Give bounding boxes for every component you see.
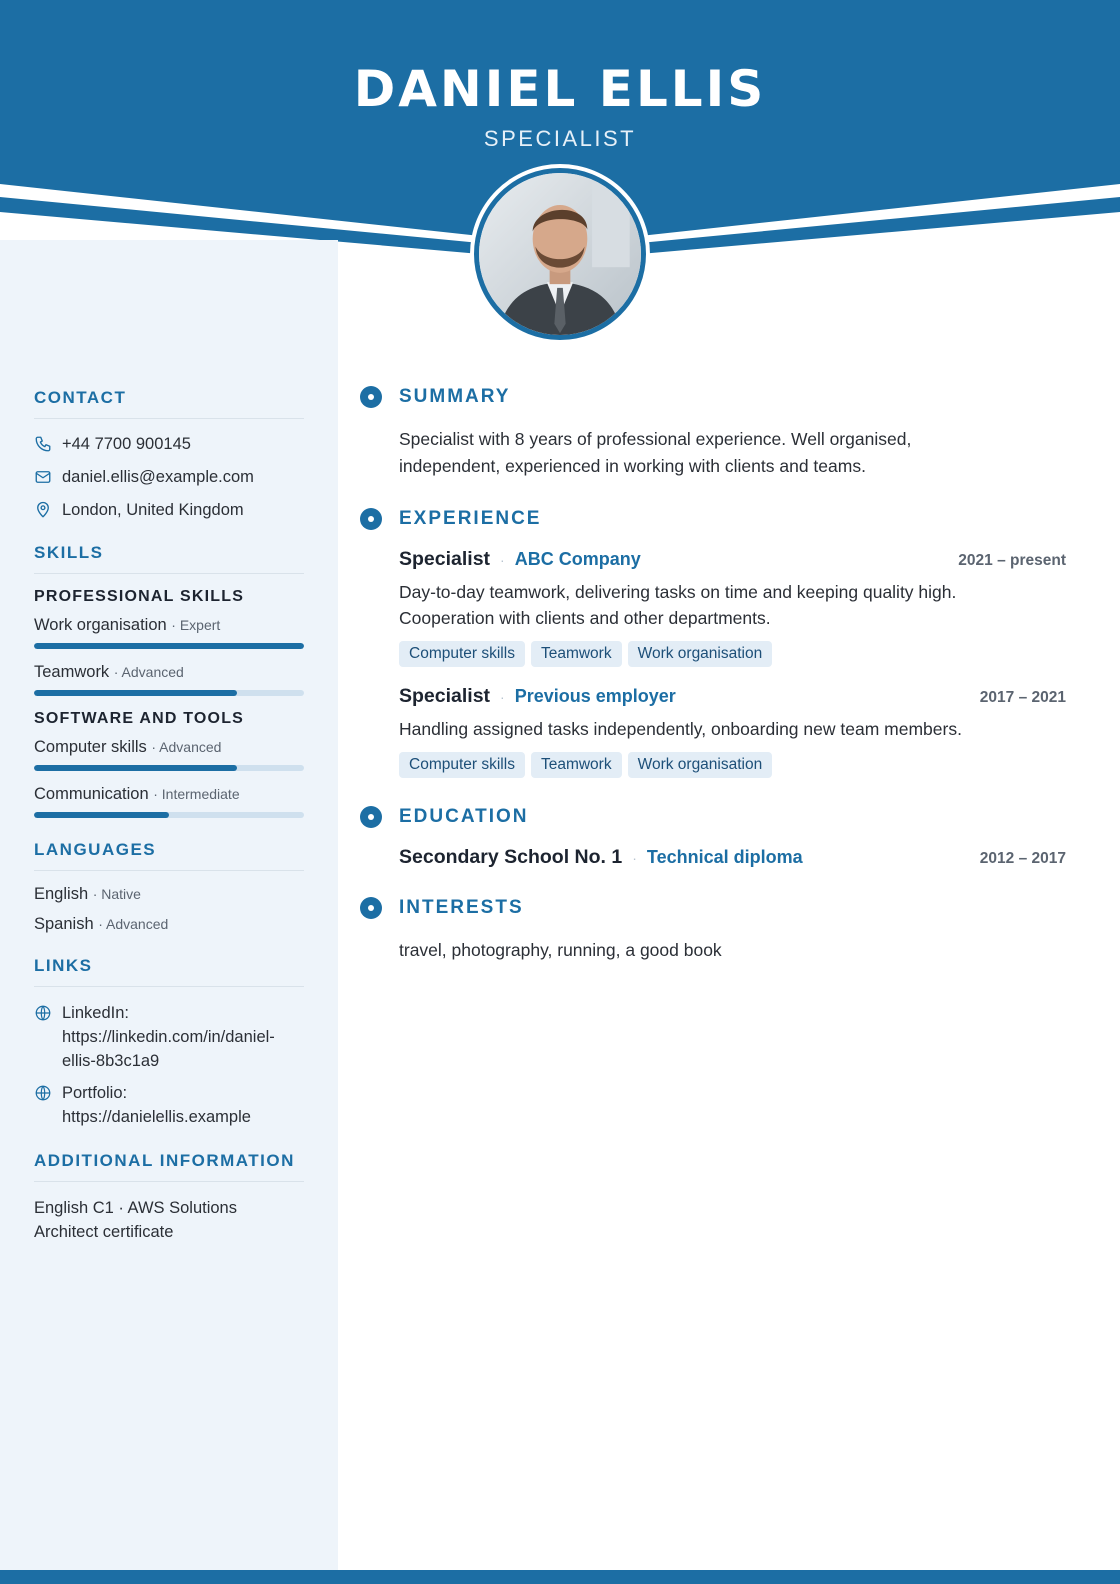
job-title: Specialist: [399, 548, 491, 570]
language-name: English: [34, 885, 89, 903]
link-url[interactable]: https://danielellis.example: [62, 1108, 251, 1126]
language-item: [34, 885, 304, 904]
resume-job-title: SPECIALIST: [483, 126, 637, 151]
additional-info-heading: ADDITIONAL INFORMATION: [34, 1151, 304, 1182]
skill-name: Teamwork: [34, 663, 110, 681]
contact-location: [34, 499, 304, 521]
language-item: [34, 915, 304, 934]
software-tools-heading: SOFTWARE AND TOOLS: [34, 710, 245, 727]
skill-bar-fill: [34, 765, 237, 771]
skill-tag: Teamwork: [531, 641, 622, 667]
link-url[interactable]: https://linkedin.com/in/daniel-: [62, 1028, 275, 1046]
sidebar-content: [34, 388, 304, 1266]
additional-info-line: English C1 · AWS Solutions: [34, 1199, 237, 1217]
skill-item: [34, 663, 304, 696]
summary-text: Specialist with 8 years of professional experience. Well organised,: [399, 429, 912, 449]
job-description: Handling assigned tasks independently, onboarding new team members.: [399, 719, 962, 739]
skill-item: [34, 616, 304, 649]
mail-icon: [34, 468, 52, 486]
profile-photo: [474, 168, 646, 340]
language-name: Spanish: [34, 915, 94, 933]
experience-section: [360, 508, 1066, 778]
skill-level: · Expert: [171, 617, 221, 633]
skill-bar: [34, 643, 304, 649]
education-separator: ·: [632, 850, 637, 866]
skill-tag: Computer skills: [399, 641, 525, 667]
skill-level: · Advanced: [151, 739, 222, 755]
section-bullet-icon: [360, 386, 382, 408]
contact-email[interactable]: [34, 466, 304, 488]
summary-text: independent, experienced in working with clients and teams.: [399, 456, 866, 476]
email-text: daniel.ellis@example.com: [62, 468, 254, 486]
job-title: Specialist: [399, 685, 491, 707]
education-section: [360, 806, 1066, 869]
skill-name: Work organisation: [34, 616, 167, 634]
job-separator: ·: [500, 552, 505, 568]
job-description: Day-to-day teamwork, delivering tasks on time and keeping quality high.: [399, 582, 957, 602]
skill-tag: Computer skills: [399, 752, 525, 778]
link-label: LinkedIn:: [62, 1004, 129, 1022]
job-dates: 2021 – present: [958, 552, 1066, 569]
section-bullet-icon: [360, 806, 382, 828]
link-portfolio[interactable]: [34, 1081, 304, 1129]
link-linkedin[interactable]: [34, 1001, 304, 1073]
skill-bar: [34, 765, 304, 771]
main-content: [360, 386, 1066, 992]
school-name: Secondary School No. 1: [399, 846, 623, 868]
contact-phone[interactable]: [34, 433, 304, 455]
interests-text: travel, photography, running, a good book: [399, 940, 722, 960]
skill-bar: [34, 690, 304, 696]
phone-text: +44 7700 900145: [62, 435, 191, 453]
job-entry: [399, 685, 1066, 778]
education-heading: EDUCATION: [399, 806, 529, 827]
experience-heading: EXPERIENCE: [399, 508, 542, 529]
location-pin-icon: [34, 501, 52, 519]
links-section: [34, 956, 304, 1129]
skills-heading: SKILLS: [34, 543, 304, 574]
skill-item: [34, 785, 304, 818]
skills-section: [34, 543, 304, 818]
contact-heading: CONTACT: [34, 388, 304, 419]
resume-name: DANIEL ELLIS: [353, 60, 767, 118]
skill-bar-fill: [34, 690, 237, 696]
professional-skills-heading: PROFESSIONAL SKILLS: [34, 588, 245, 605]
skill-level: · Advanced: [113, 664, 184, 680]
skill-name: Computer skills: [34, 738, 147, 756]
job-tags: [399, 641, 1066, 667]
job-entry: [399, 548, 1066, 667]
summary-section: [360, 386, 1066, 480]
languages-section: [34, 840, 304, 934]
section-bullet-icon: [360, 897, 382, 919]
summary-heading: SUMMARY: [399, 386, 511, 407]
interests-section: [360, 897, 1066, 964]
link-url-continued[interactable]: ellis-8b3c1a9: [62, 1052, 160, 1070]
links-heading: LINKS: [34, 956, 304, 987]
language-level: · Advanced: [98, 916, 169, 932]
skill-level: · Intermediate: [153, 786, 240, 802]
job-separator: ·: [500, 689, 505, 705]
education-dates: 2012 – 2017: [979, 850, 1066, 867]
job-description: Cooperation with clients and other departments.: [399, 608, 771, 628]
skill-tag: Work organisation: [628, 641, 773, 667]
skill-bar-fill: [34, 643, 304, 649]
additional-info-section: [34, 1151, 304, 1244]
additional-info-line: Architect certificate: [34, 1223, 174, 1241]
location-text: London, United Kingdom: [62, 501, 244, 519]
link-label: Portfolio:: [62, 1084, 128, 1102]
education-entry: [399, 846, 1066, 869]
skill-tag: Teamwork: [531, 752, 622, 778]
languages-heading: LANGUAGES: [34, 840, 304, 871]
skill-item: [34, 738, 304, 771]
globe-icon: [34, 1084, 52, 1102]
job-company: Previous employer: [514, 686, 676, 706]
job-tags: [399, 752, 1066, 778]
section-bullet-icon: [360, 508, 382, 530]
phone-icon: [34, 435, 52, 453]
footer-bar: [0, 1570, 1120, 1584]
language-level: · Native: [92, 886, 141, 902]
globe-icon: [34, 1004, 52, 1022]
interests-heading: INTERESTS: [399, 897, 524, 918]
job-dates: 2017 – 2021: [979, 689, 1066, 706]
skill-bar: [34, 812, 304, 818]
job-company: ABC Company: [514, 549, 641, 569]
skill-tag: Work organisation: [628, 752, 773, 778]
contact-section: [34, 388, 304, 521]
skill-name: Communication: [34, 785, 149, 803]
degree-name: Technical diploma: [646, 847, 803, 867]
skill-bar-fill: [34, 812, 169, 818]
